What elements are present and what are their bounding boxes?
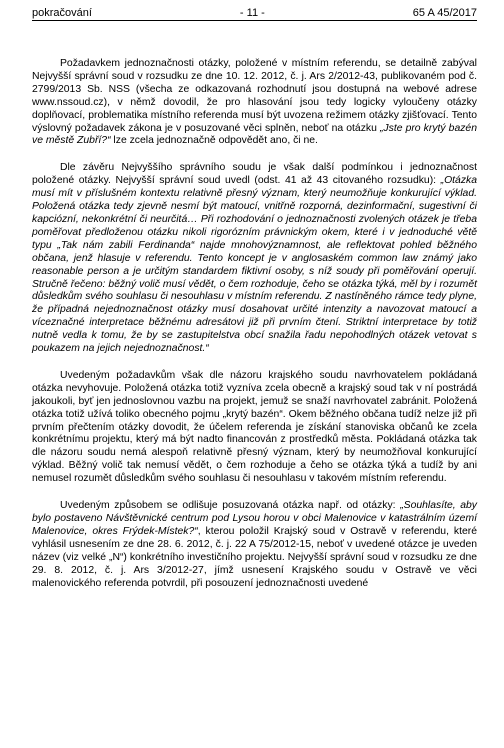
paragraph-1-text-end: lze zcela jednoznačně odpovědět ano, či ne. [110, 135, 318, 147]
paragraph-1-quote: „Jste pro krytý bazén ve městě Zubří?“ [32, 122, 477, 147]
paragraph-4-quote: „Souhlasíte, aby bylo postaveno Návštěvnické centrum pod Lysou horou v obci Malenovice v katastrálním území Malenovice, okres Frýdek-Místek?“ [32, 500, 478, 537]
paragraph-4 [32, 500, 477, 590]
paragraph-4-text: Uvedeným způsobem se odlišuje posuzovaná otázka např. od otázky: [60, 500, 401, 512]
header-case-number: 65 A 45/2017 [412, 7, 477, 19]
paragraph-2-quote: „Otázka musí mít v příslušném kontextu relativně přesný význam, který neumožňuje konkurující výklad. Položená otázka tedy zjevně nesmí být matoucí, vnitřně rozporná, dezinformační, sugestivní či kapciózní, nekonkrétní či neurčitá… Při rozhodování o jednoznačnosti zvolených otázek je třeba poměřovat předloženou otázku nikoli rigorózním právnickým okem, které i v jednoduché větě typu „Tak nám zabili Ferdinanda“ najde mnohovýznamnost, ale reflektovat pohled běžného občana, jenž hlasuje v referendu. Tento koncept je v anglosaském common law známý jako reasonable person a je určitým standardem fiktivní osoby, s níž soudy při poměřování operují. Stručně řečeno: běžný volič musí vědět, o čem rozhoduje, čeho se otázka týká, měl by i rozumět důsledkům svého souhlasu či nesouhlasu v místním referendu. Z nastíněného rámce tedy plyne, že případná nejednoznačnost otázky musí dosahovat určité intenzity a navozovat matoucí a víceznačné interpretace běžnému adresátovi již při prvním čtení. Striktní interpretace by totiž nutně vedla k tomu, že by se zastupitelstva obcí snažila řadu nepohodlných otázek vetovat s poukazem na jejich nejednoznačnost.“ [32, 175, 477, 355]
paragraph-3-text: Uvedeným požadavkům však dle názoru krajského soudu navrhovatelem pokládaná otázka nevyhovuje. Položená otázka totiž vyzníva zcela obecně a krajský soud tak v ní postrádá jakoukoli, byť jen jednoslovnou vazbu na projekt, jemuž se snaží navrhovatel zabránit. Položená otázka totiž užívá toliko obecného pojmu „krytý bazén“. Okem běžného občana tudíž nelze již při prvním přečtením otázky dovodit, že účelem referenda je získání stanoviska občanů ke zcela konkrétnímu projektu, který má být nadto financován z prostředků města. Pokládaná otázka tak dle názoru soudu nemá alespoň relativně přesný význam, který by neumožňoval konkurující výklad. Běžný volič tak nemusí vědět, o čem rozhoduje a čeho se otázka týká a tudíž by ani nemusel rozumět důsledkům svého souhlasu či nesouhlasu v takovém místním referendu. [32, 369, 477, 485]
page-header [32, 4, 477, 21]
paragraph-2 [32, 162, 477, 356]
paragraph-4-text-end: , kterou položil Krajský soud v Ostravě v referendu, které vyhlásil usnesením ze dne 28. 6. 2012, č. j. 22 A 75/2012-15, neboť v uvedené otázce je uveden název (viz velké „N“) konkrétního investičního projektu. Nejvyšší správní soud v rozsudku ze dne 29. 8. 2012, č. j. Ars 3/2012-27, jímž usnesení Krajského soudu v Ostravě ve věci malenovického referenda potvrdil, při posouzení jednoznačnosti uvedené [32, 525, 477, 589]
paragraph-1 [32, 58, 477, 148]
paragraph-1-text: Požadavkem jednoznačnosti otázky, položené v místním referendu, se detailně zabýval Nejvyšší správní soud v rozsudku ze dne 10. 12. 2012, č. j. Ars 2/2012-43, publikovaném pod č. 2799/2013 Sb. NSS (všecha ze odkazovaná rozhodnutí jsou dostupná na webové adrese www.nssoud.cz), v němž dovodil, že pro hlasování jsou tedy logicky vyloučeny otázky doplňovací, problematika místního referenda musí být uvozena režimem otázky zjišťovací. Tento výslovný požadavek zákona je v posuzované věci splněn, neboť na otázku [32, 58, 477, 134]
paragraph-2-text: Dle závěru Nejvyššího správního soudu je však další podmínkou i jednoznačnost položené otázky. Nejvyšší správní soud uvedl (odst. 41 až 43 citovaného rozsudku): [32, 162, 477, 187]
paragraph-3 [32, 370, 477, 486]
header-page-number: - 11 - [239, 7, 265, 19]
document-body [32, 58, 477, 604]
header-continuation: pokračování [32, 7, 92, 19]
